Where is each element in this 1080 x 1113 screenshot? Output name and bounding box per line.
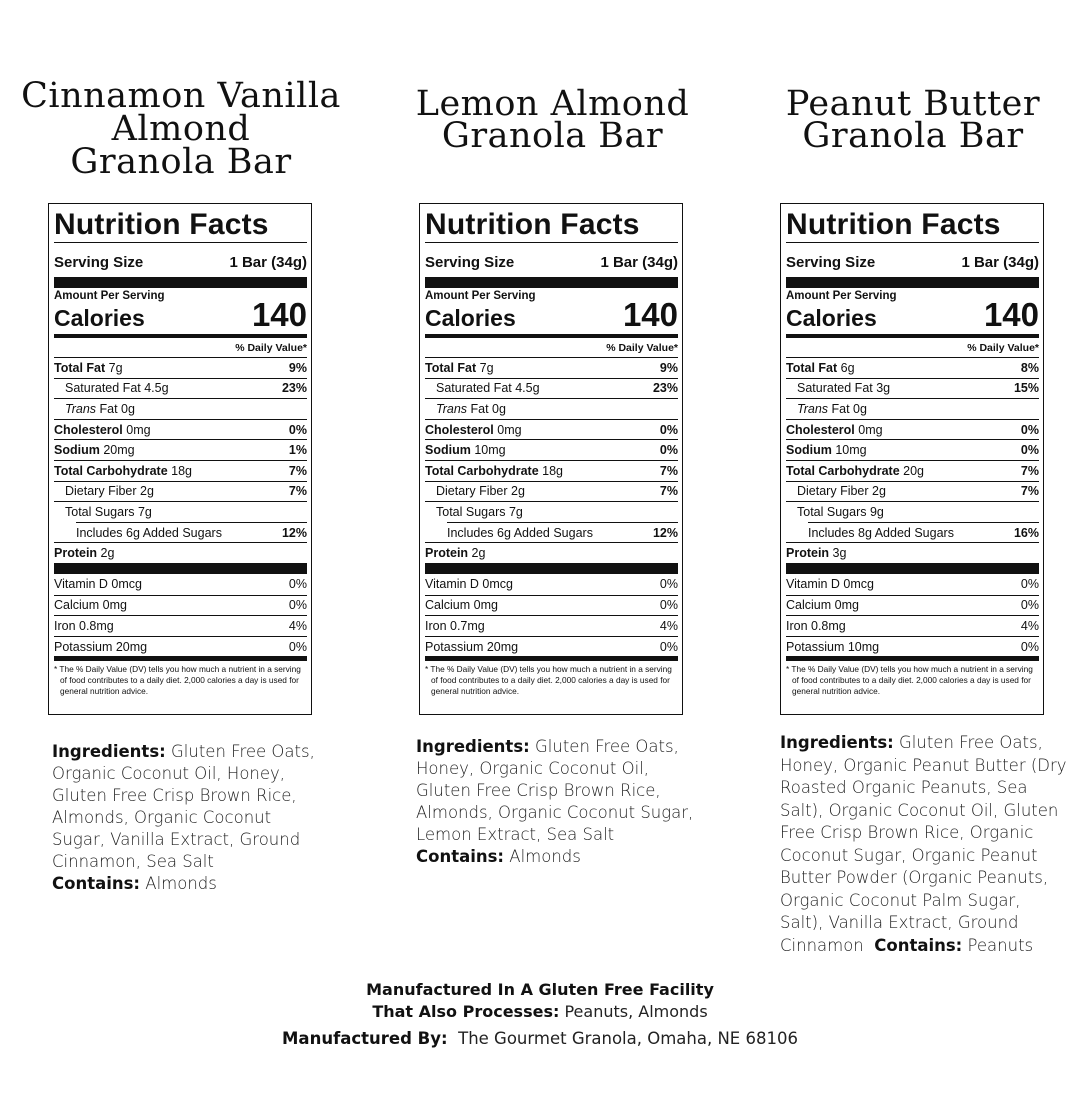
nutrition-facts-panel-2 — [419, 203, 683, 715]
serving-size-row — [54, 247, 307, 277]
contains-label: Contains: — [416, 847, 505, 866]
protein-row: Protein 2g — [54, 542, 307, 563]
ingredients-line: Free Crisp Brown Rice, Organic — [780, 823, 1034, 842]
serving-size-label: Serving Size — [786, 253, 876, 271]
calories-label: Calories — [786, 305, 877, 331]
ingredients-line: Honey, Organic Peanut Butter (Dry — [780, 755, 1067, 775]
contains-label: Contains: — [52, 874, 141, 893]
vitamin-d-row: Vitamin D 0mcg 0% — [54, 577, 307, 592]
calories-value: 140 — [251, 296, 307, 333]
iron-row: Iron 0.7mg 4% — [425, 615, 678, 636]
fiber-row: Dietary Fiber 2g 7% — [425, 481, 678, 502]
cholesterol-row: Cholesterol 0mg 0% — [786, 419, 1039, 440]
calcium-row: Calcium 0mg 0% — [54, 595, 307, 616]
amount-per-serving: Amount Per Serving — [786, 290, 897, 302]
ingredients-line: Coconut Sugar, Organic Peanut — [780, 845, 1038, 865]
saturated-fat-row: Saturated Fat 4.5g 23% — [425, 378, 678, 399]
also-processes-value: Peanuts, Almonds — [564, 1002, 708, 1021]
footnote: * The % Daily Value (DV) tells you how much a nutrient in a serving of food contributes to a daily diet. 2,000 calories a day is used for general nutrition advice. — [425, 664, 672, 697]
amount-per-serving: Amount Per Serving — [425, 290, 536, 302]
added-sugars-row: Includes 6g Added Sugars 12% — [447, 522, 678, 543]
total-fat-row: Total Fat 7g 9% — [54, 357, 307, 378]
manufacturer-line — [0, 1029, 1080, 1048]
amount-per-serving: Amount Per Serving — [54, 290, 165, 302]
ingredients-line: Salt), Organic Coconut Oil, Gluten — [780, 800, 1059, 820]
title-line: Granola Bar — [70, 142, 292, 182]
ingredients-line: Organic Coconut Oil, Honey, — [52, 764, 286, 783]
calories-value: 140 — [622, 296, 678, 333]
calories-value: 140 — [983, 296, 1039, 333]
saturated-fat-row: Saturated Fat 3g 15% — [786, 378, 1039, 399]
sodium-row: Sodium 10mg 0% — [786, 439, 1039, 460]
manufacturer-label: Manufactured By: — [282, 1029, 448, 1048]
total-sugars-row: Total Sugars 7g — [425, 501, 678, 522]
total-sugars-row: Total Sugars 7g — [54, 501, 307, 522]
trans-fat-row: Trans Fat 0g — [425, 398, 678, 419]
product-title-1 — [10, 76, 352, 182]
nutrition-facts-heading: Nutrition Facts — [786, 208, 1001, 241]
ingredients-line: Almonds, Organic Coconut Sugar, — [416, 803, 694, 822]
ingredients-line: Gluten Free Crisp Brown Rice, — [416, 781, 661, 800]
serving-size-label: Serving Size — [54, 253, 144, 271]
daily-value-header: % Daily Value* — [235, 342, 307, 354]
ingredients-line: Salt), Vanilla Extract, Ground — [780, 913, 1019, 932]
ingredients-line: Gluten Free Oats, — [171, 742, 315, 761]
saturated-fat-row: Saturated Fat 4.5g 23% — [54, 378, 307, 399]
footnote: * The % Daily Value (DV) tells you how much a nutrient in a serving of food contributes to a daily diet. 2,000 calories a day is used for general nutrition advice. — [54, 664, 301, 697]
ingredients-line: Cinnamon, Sea Salt — [52, 852, 214, 871]
nutrition-facts-heading: Nutrition Facts — [425, 208, 640, 241]
potassium-row: Potassium 20mg 0% — [425, 636, 678, 657]
fiber-row: Dietary Fiber 2g 7% — [54, 481, 307, 502]
total-carb-row: Total Carbohydrate 18g 7% — [425, 460, 678, 481]
iron-row: Iron 0.8mg 4% — [786, 615, 1039, 636]
ingredients-3 — [780, 732, 1076, 957]
ingredients-line: Cinnamon — [780, 935, 875, 955]
total-fat-row: Total Fat 7g 9% — [425, 357, 678, 378]
calcium-row: Calcium 0mg 0% — [786, 595, 1039, 616]
cholesterol-row: Cholesterol 0mg 0% — [425, 419, 678, 440]
vitamin-d-row: Vitamin D 0mcg 0% — [425, 577, 678, 592]
potassium-row: Potassium 20mg 0% — [54, 636, 307, 657]
trans-fat-row: Trans Fat 0g — [786, 398, 1039, 419]
nutrition-facts-panel-3 — [780, 203, 1044, 715]
ingredients-label: Ingredients: — [416, 737, 530, 756]
nutrition-facts-heading: Nutrition Facts — [54, 208, 269, 241]
product-title-2 — [380, 84, 725, 156]
serving-size-value: 1 Bar (34g) — [961, 253, 1039, 271]
serving-size-value: 1 Bar (34g) — [229, 253, 307, 271]
ingredients-line: Roasted Organic Peanuts, Sea — [780, 778, 1028, 797]
ingredients-line: Honey, Organic Coconut Oil, — [416, 759, 650, 778]
total-carb-row: Total Carbohydrate 20g 7% — [786, 460, 1039, 481]
title-line: Granola Bar — [441, 116, 664, 156]
contains-label: Contains: — [874, 935, 963, 955]
iron-row: Iron 0.8mg 4% — [54, 615, 307, 636]
total-carb-row: Total Carbohydrate 18g 7% — [54, 460, 307, 481]
fiber-row: Dietary Fiber 2g 7% — [786, 481, 1039, 502]
ingredients-line: Gluten Free Crisp Brown Rice, — [52, 786, 297, 805]
ingredients-line: Gluten Free Oats, — [899, 733, 1043, 752]
serving-size-row — [786, 247, 1039, 277]
added-sugars-row: Includes 6g Added Sugars 12% — [76, 522, 307, 543]
added-sugars-row: Includes 8g Added Sugars 16% — [808, 522, 1039, 543]
calories-label: Calories — [425, 305, 516, 331]
contains-value: Almonds — [509, 847, 581, 866]
total-sugars-row: Total Sugars 9g — [786, 501, 1039, 522]
ingredients-line: Almonds, Organic Coconut — [52, 808, 272, 827]
ingredients-label: Ingredients: — [780, 733, 894, 752]
facility-line-1 — [0, 980, 1080, 999]
footnote: * The % Daily Value (DV) tells you how much a nutrient in a serving of food contributes to a daily diet. 2,000 calories a day is used for general nutrition advice. — [786, 664, 1033, 697]
ingredients-line: Organic Coconut Palm Sugar, — [780, 890, 1021, 910]
serving-size-label: Serving Size — [425, 253, 515, 271]
total-fat-row: Total Fat 6g 8% — [786, 357, 1039, 378]
cholesterol-row: Cholesterol 0mg 0% — [54, 419, 307, 440]
ingredients-line: Sugar, Vanilla Extract, Ground — [52, 830, 301, 849]
calcium-row: Calcium 0mg 0% — [425, 595, 678, 616]
potassium-row: Potassium 10mg 0% — [786, 636, 1039, 657]
trans-fat-row: Trans Fat 0g — [54, 398, 307, 419]
ingredients-line: Butter Powder (Organic Peanuts, — [780, 868, 1049, 887]
contains-value: Almonds — [145, 874, 217, 893]
title-line: Peanut Butter — [785, 84, 1041, 124]
product-title-3 — [742, 84, 1080, 156]
daily-value-header: % Daily Value* — [967, 342, 1039, 354]
daily-value-header: % Daily Value* — [606, 342, 678, 354]
nutrition-facts-panel-1 — [48, 203, 312, 715]
facility-statement: Manufactured In A Gluten Free Facility — [366, 980, 714, 999]
title-line: Almond — [111, 109, 251, 149]
serving-size-value: 1 Bar (34g) — [600, 253, 678, 271]
vitamin-d-row: Vitamin D 0mcg 0% — [786, 577, 1039, 592]
ingredients-label: Ingredients: — [52, 742, 166, 761]
ingredients-line: Lemon Extract, Sea Salt — [416, 825, 615, 844]
sodium-row: Sodium 10mg 0% — [425, 439, 678, 460]
calories-label: Calories — [54, 305, 145, 331]
also-processes-label: That Also Processes: — [372, 1002, 560, 1021]
sodium-row: Sodium 20mg 1% — [54, 439, 307, 460]
facility-line-2 — [0, 1002, 1080, 1021]
serving-size-row — [425, 247, 678, 277]
protein-row: Protein 2g — [425, 542, 678, 563]
protein-row: Protein 3g — [786, 542, 1039, 563]
ingredients-line: Gluten Free Oats, — [535, 737, 679, 756]
title-line: Lemon Almond — [415, 84, 690, 124]
ingredients-1 — [52, 741, 352, 895]
contains-value: Peanuts — [967, 935, 1034, 955]
ingredients-2 — [416, 736, 716, 868]
title-line: Granola Bar — [802, 116, 1024, 156]
manufacturer-value: The Gourmet Granola, Omaha, NE 68106 — [458, 1029, 798, 1048]
title-line: Cinnamon Vanilla — [21, 76, 341, 116]
